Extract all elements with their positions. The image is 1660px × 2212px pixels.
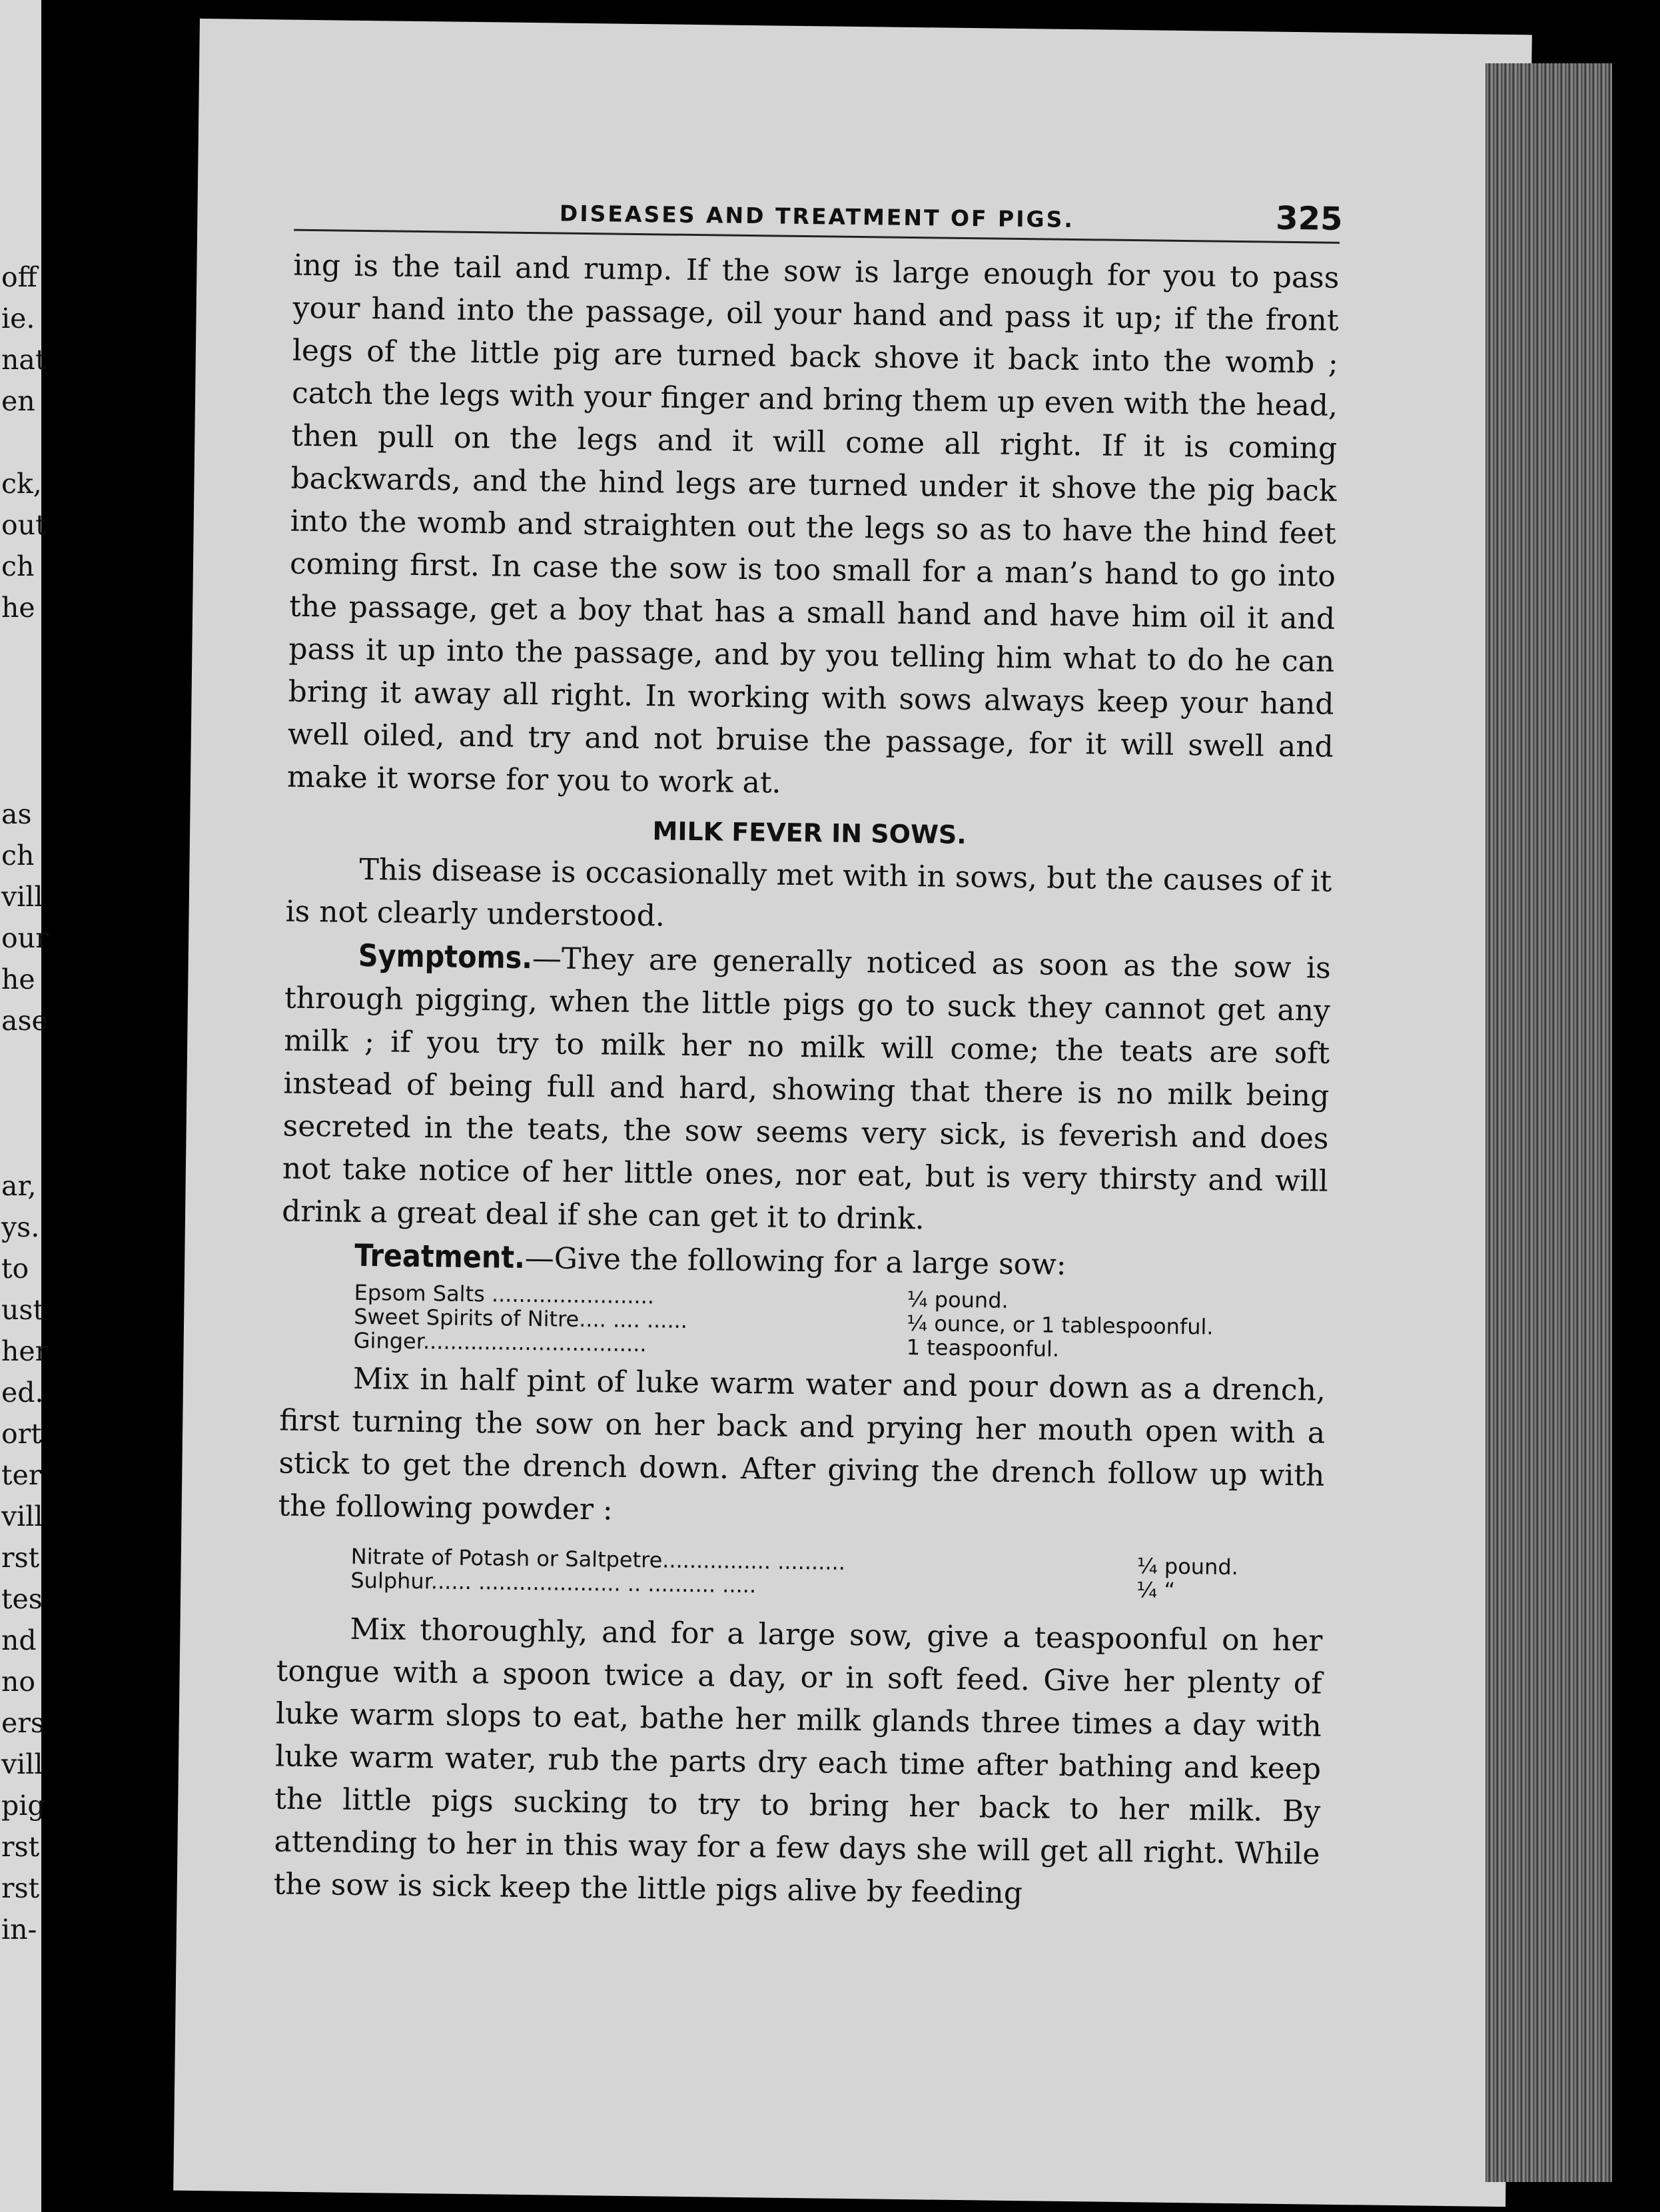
fragment-line: vill [1,881,43,913]
ingredient-quantity: ¼ ounce, or 1 tablespoonful. [906,1311,1214,1340]
fragment-line: rst [1,1542,40,1574]
fragment-line: ys. [1,1211,40,1243]
fragment-line: vill [1,1748,43,1780]
fragment-line: our [1,922,49,954]
book-page [173,19,1532,2207]
drench-recipe [354,1281,1327,1365]
fragment-line [1,752,41,794]
ingredient-name: Epsom Salts ........................ [354,1279,655,1309]
fragment-line: tes [1,1583,43,1615]
adjacent-page-text-fragments [1,257,49,1950]
fragment-line: ers [1,1707,45,1739]
page-content [273,187,1343,1919]
fragment-line: ar, [1,1170,37,1202]
ingredient-quantity: 1 teaspoonful. [906,1335,1060,1362]
ingredient-name: Sweet Spirits of Nitre.... .... ...... [353,1303,688,1333]
fragment-line: ie. [1,302,35,334]
fragment-line: ust [1,1294,44,1326]
fragment-line: ed. [1,1377,44,1408]
running-head [294,187,1343,244]
fragment-line: ch [1,550,35,582]
fragment-line: nat [1,344,47,376]
fragment-line: no [1,1666,36,1698]
fragment-line [1,670,41,711]
fragment-line: vill [1,1500,43,1532]
fragment-line [1,628,41,670]
fragment-line [1,711,41,752]
fragment-line [1,1041,41,1083]
fragment-line: he [1,592,35,624]
fragment-line [1,1124,41,1165]
powder-recipe [350,1544,1324,1604]
fragment-line: pig [1,1790,45,1822]
fragment-line [1,422,41,463]
ingredient-name: Ginger................................. [353,1327,647,1357]
section-heading: MILK FEVER IN SOWS. [652,816,967,850]
fragment-line: ch [1,839,35,871]
fragment-line: en [1,385,35,417]
body-paragraph: Mix in half pint of luke warm water and pour down as a drench, first turning the sow on her back and prying her mouth open with a stick to get the drench down. After giving the drench follow up with the following powder : [278,1361,1326,1527]
fragment-line: off [1,261,37,293]
ingredient-name: Sulphur...... ..................... .. .......... ..... [350,1567,757,1598]
fragment-line: to [1,1253,29,1285]
body-paragraph: Mix thoroughly, and for a large sow, give a teaspoonful on her tongue with a spoon twice a day, or in soft feed. Give her plenty of luke warm slops to eat, bathe her milk glands three times a day with luke warm water, rub the parts dry each time after bathing and keep the little pigs sucking to try to bring her back to her milk. By attending to her in this way for a few days she will get all right. While the sow is sick keep the little pigs alive by feeding [273,1612,1323,1911]
ingredient-quantity: ¼ pound. [907,1287,1009,1313]
fragment-line: ter [1,1459,42,1491]
fragment-line: in- [1,1914,37,1945]
ingredient-name: Nitrate of Potash or Saltpetre................ .......... [350,1543,846,1575]
page-number: 325 [1275,199,1343,238]
symptoms-text: —They are generally noticed as soon as the sow is through pigging, when the little pigs go to suck they cannot get any milk ; if you try to milk her no milk will come; the teats are soft instead of being full and hard, showing that there is no milk being secreted in the teats, the sow seems very sick, is feverish and does not take notice of her little ones, nor eat, but is very thirsty and will drink a great deal if she can get it to drink. [281,941,1332,1237]
book-page-edge [1485,63,1612,2182]
adjacent-page-edge [0,0,49,2212]
fragment-line: ort [1,1418,42,1450]
body-paragraph: ing is the tail and rump. If the sow is large enough for you to pass your hand into the passage, oil your hand and pass it up; if the front legs of the little pig are turned back shove it back into the womb ; catch the legs with your finger and bring them up even with the head, then pull on the legs and it will come all right. If it is coming backwards, and the hind legs are turned under it shove the pig back into the womb and straighten out the legs so as to have the hind feet coming first. In case the sow is too small for a man’s hand to go into the passage, get a boy that has a small hand and have him oil it and pass it up into the passage, and by you telling him what to do he can bring it away all right. In working with sows always keep your hand well oiled, and try and not bruise the passage, for it will swell and make it worse for you to work at. [286,248,1340,800]
ingredient-quantity: ¼ pound. [1136,1553,1239,1580]
symptoms-label: Symptoms. [358,937,533,976]
symptoms-paragraph [282,933,1331,1246]
fragment-line: as [1,798,32,830]
fragment-line: he [1,963,35,995]
ingredient-quantity: ¼ “ [1136,1577,1176,1603]
fragment-line: nd [1,1624,37,1656]
fragment-line: ase [1,1005,48,1037]
treatment-text: —Give the following for a large sow: [524,1241,1066,1282]
fragment-line: her [1,1335,49,1367]
running-head-title: DISEASES AND TREATMENT OF PIGS. [559,200,1075,233]
fragment-line: rst [1,1872,40,1904]
fragment-line: ck, [1,468,42,500]
body-paragraph: This disease is occasionally met with in sows, but the causes of it is not clearly understood. [285,852,1332,933]
fragment-line [1,1083,41,1124]
treatment-label: Treatment. [354,1237,526,1276]
fragment-line: out [1,509,47,541]
fragment-line: rst [1,1831,40,1863]
